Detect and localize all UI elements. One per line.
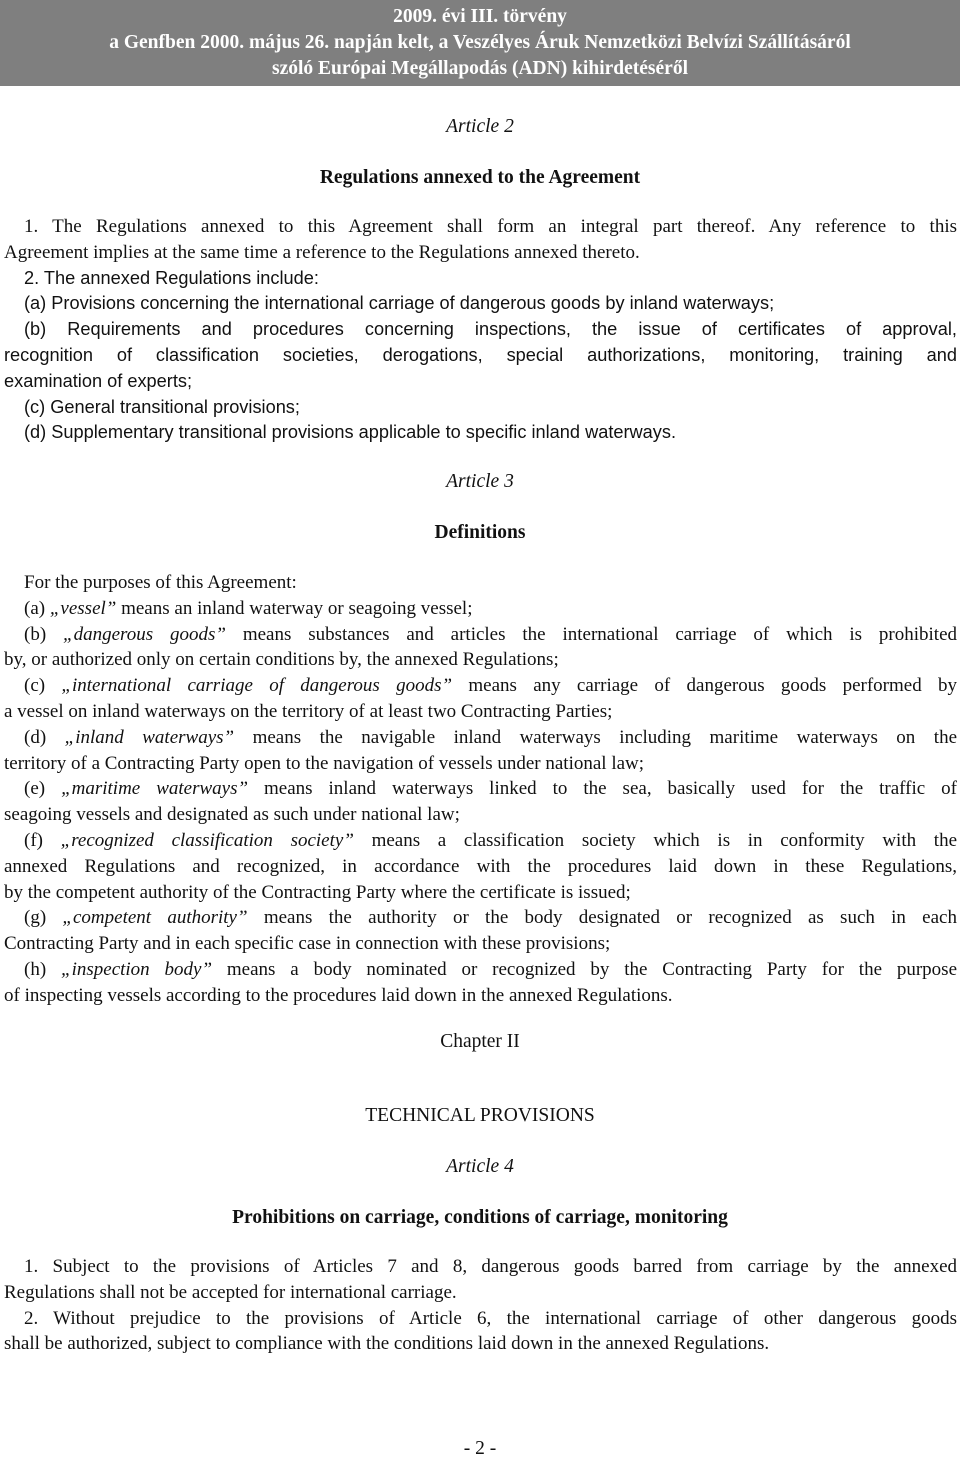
defined-term: „competent authority” <box>62 907 248 929</box>
document-header-banner <box>0 0 960 86</box>
definition-b-cont: by, or authorized only on certain conditions by, the annexed Regulations; <box>4 649 559 671</box>
list-item-c: (c) General transitional provisions; <box>24 396 300 417</box>
list-item-a: (a) Provisions concerning the international carriage of dangerous goods by inland waterways; <box>24 293 775 314</box>
definition-d-cont: territory of a Contracting Party open to the navigation of vessels under national law; <box>4 752 645 774</box>
definition-g: (g) „competent authority” means the authority or the body designated or recognized as such in each <box>24 907 957 929</box>
defined-term: „dangerous goods” <box>63 623 226 645</box>
list-item-d: (d) Supplementary transitional provisions applicable to specific inland waterways. <box>24 422 677 443</box>
list-item-b: (b) Requirements and procedures concerning inspections, the issue of certificates of approval, <box>24 319 957 340</box>
paragraph-line: Regulations shall not be accepted for international carriage. <box>4 1281 457 1303</box>
article-2-label: Article 2 <box>446 116 514 137</box>
paragraph-line: shall be authorized, subject to compliance with the conditions laid down in the annexed Regulations. <box>4 1333 770 1355</box>
paragraph-line: 1. The Regulations annexed to this Agreement shall form an integral part thereof. Any reference to this <box>24 216 957 237</box>
definition-c-cont: a vessel on inland waterways on the territory of at least two Contracting Parties; <box>4 700 613 722</box>
chapter-label: Chapter II <box>440 1031 520 1052</box>
definition-c: (c) „international carriage of dangerous goods” means any carriage of dangerous goods performed by <box>24 675 957 697</box>
definition-h-cont: of inspecting vessels according to the procedures laid down in the annexed Regulations. <box>4 984 673 1006</box>
defined-term: „inland waterways” <box>64 726 235 748</box>
article-2-title: Regulations annexed to the Agreement <box>319 167 641 188</box>
definition-a: (a) „vessel” means an inland waterway or seagoing vessel; <box>24 597 473 619</box>
defined-term: „recognized classification society” <box>60 829 354 851</box>
defined-term: „international carriage of dangerous goods” <box>61 675 453 697</box>
definition-b: (b) „dangerous goods” means substances and articles the international carriage of which is prohibited <box>24 623 957 645</box>
article-4-title: Prohibitions on carriage, conditions of carriage, monitoring <box>232 1207 728 1228</box>
paragraph-line: Agreement implies at the same time a reference to the Regulations annexed thereto. <box>4 241 640 263</box>
page-number: - 2 - <box>463 1438 497 1459</box>
definition-f: (f) „recognized classification society” means a classification society which is in conformity with the <box>24 829 957 851</box>
header-line-2: a Genfben 2000. május 26. napján kelt, a Veszélyes Áruk Nemzetközi Belvízi Szállításáról <box>109 32 851 53</box>
definition-g-cont: Contracting Party and in each specific case in connection with these provisions; <box>4 933 611 955</box>
article-4-label: Article 4 <box>446 1156 514 1177</box>
definition-e-cont: seagoing vessels and designated as such under national law; <box>4 804 460 826</box>
definition-d: (d) „inland waterways” means the navigable inland waterways including maritime waterways on the <box>24 726 957 748</box>
paragraph-line: 2. Without prejudice to the provisions of Article 6, the international carriage of other dangerous goods <box>24 1307 957 1329</box>
article-2-body <box>4 214 957 446</box>
article-3-title: Definitions <box>434 522 526 543</box>
header-line-1: 2009. évi III. törvény <box>393 6 567 27</box>
paragraph-line: 2. The annexed Regulations include: <box>24 267 319 288</box>
defined-term: „maritime waterways” <box>61 778 249 800</box>
article-3-body <box>4 570 957 1009</box>
list-item-b-cont: examination of experts; <box>4 370 193 391</box>
chapter-title: TECHNICAL PROVISIONS <box>365 1105 595 1126</box>
defined-term: „inspection body” <box>61 958 213 980</box>
article-3-label: Article 3 <box>446 471 514 492</box>
header-line-3: szóló Európai Megállapodás (ADN) kihirdetéséről <box>272 58 688 79</box>
definitions-intro: For the purposes of this Agreement: <box>24 572 297 593</box>
definition-h: (h) „inspection body” means a body nominated or recognized by the Contracting Party for the purpose <box>24 958 957 980</box>
definition-f-cont: by the competent authority of the Contracting Party where the certificate is issued; <box>4 881 631 903</box>
article-4-body <box>4 1254 957 1357</box>
definition-f-cont: annexed Regulations and recognized, in accordance with the procedures laid down in these Regulations, <box>4 855 957 877</box>
paragraph-line: 1. Subject to the provisions of Articles 7 and 8, dangerous goods barred from carriage by the annexed <box>24 1256 957 1277</box>
list-item-b-cont: recognition of classification societies, derogations, special authorizations, monitoring, training and <box>4 344 957 365</box>
definition-e: (e) „maritime waterways” means inland waterways linked to the sea, basically used for the traffic of <box>24 778 957 800</box>
defined-term: „vessel” <box>49 597 117 619</box>
